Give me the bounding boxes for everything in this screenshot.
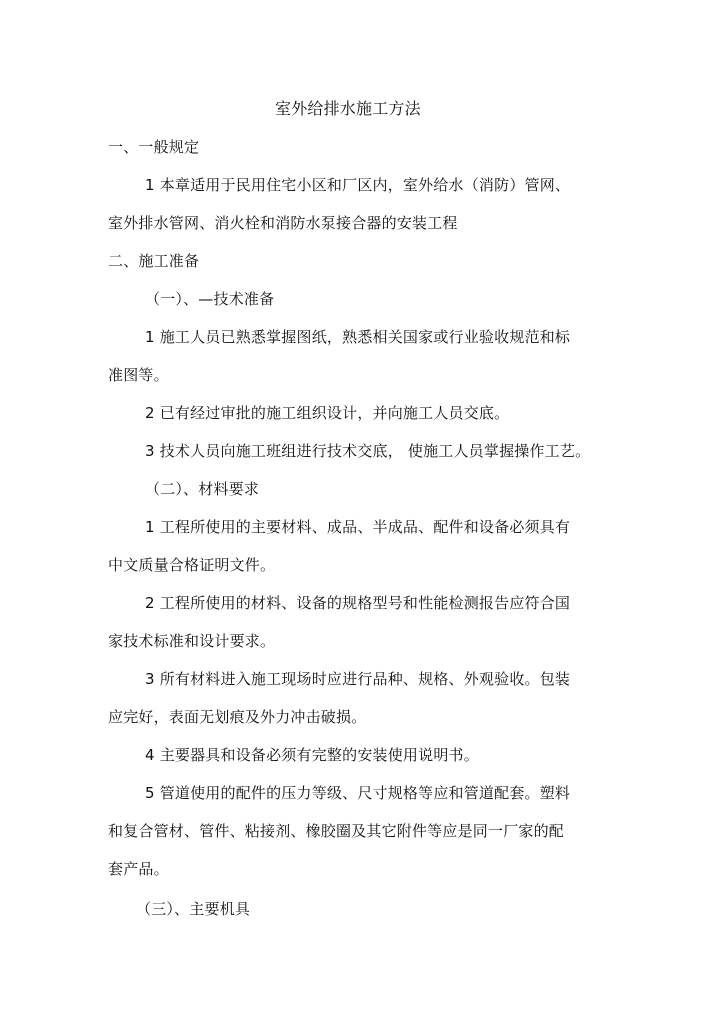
sub2-heading: （二）、材料要求 xyxy=(145,480,260,498)
sub2-item5-line3: 套产品。 xyxy=(108,860,169,878)
sub1-heading: （一）、—技术准备 xyxy=(145,290,275,308)
section1-item1-line1: 1 本章适用于民用住宅小区和厂区内，室外给水（消防）管网、 xyxy=(145,176,571,194)
sub2-item2-line1: 2 工程所使用的材料、设备的规格型号和性能检测报告应符合国 xyxy=(145,594,571,612)
sub2-item1-line1: 1 工程所使用的主要材料、成品、半成品、配件和设备必须具有 xyxy=(145,518,571,536)
sub2-item5-line2: 和复合管材、管件、粘接剂、橡胶圈及其它附件等应是同一厂家的配 xyxy=(108,822,565,840)
sub1-item3: 3 技术人员向施工班组进行技术交底， 使施工人员掌握操作工艺。 xyxy=(145,442,591,460)
sub2-item1-line2: 中文质量合格证明文件。 xyxy=(108,556,276,574)
sub1-item1-line1: 1 施工人员已熟悉掌握图纸，熟悉相关国家或行业验收规范和标 xyxy=(145,328,571,346)
sub2-item3-line2: 应完好，表面无划痕及外力冲击破损。 xyxy=(108,708,367,726)
section2-heading: 二、施工准备 xyxy=(108,252,200,270)
sub2-item5-line1: 5 管道使用的配件的压力等级、尺寸规格等应和管道配套。塑料 xyxy=(145,784,571,802)
sub1-item1-line2: 准图等。 xyxy=(108,366,169,384)
section1-item1-line2: 室外排水管网、消火栓和消防水泵接合器的安装工程 xyxy=(108,214,458,232)
sub2-item2-line2: 家技术标准和设计要求。 xyxy=(108,632,276,650)
sub3-heading: （三）、主要机具 xyxy=(136,900,251,918)
section1-heading: 一、一般规定 xyxy=(108,138,200,156)
sub1-item2: 2 已有经过审批的施工组织设计，并向施工人员交底。 xyxy=(145,404,510,422)
document-title: 室外给排水施工方法 xyxy=(275,99,421,118)
sub2-item4: 4 主要器具和设备必须有完整的安装使用说明书。 xyxy=(145,746,479,764)
sub2-item3-line1: 3 所有材料进入施工现场时应进行品种、规格、外观验收。包装 xyxy=(145,670,571,688)
